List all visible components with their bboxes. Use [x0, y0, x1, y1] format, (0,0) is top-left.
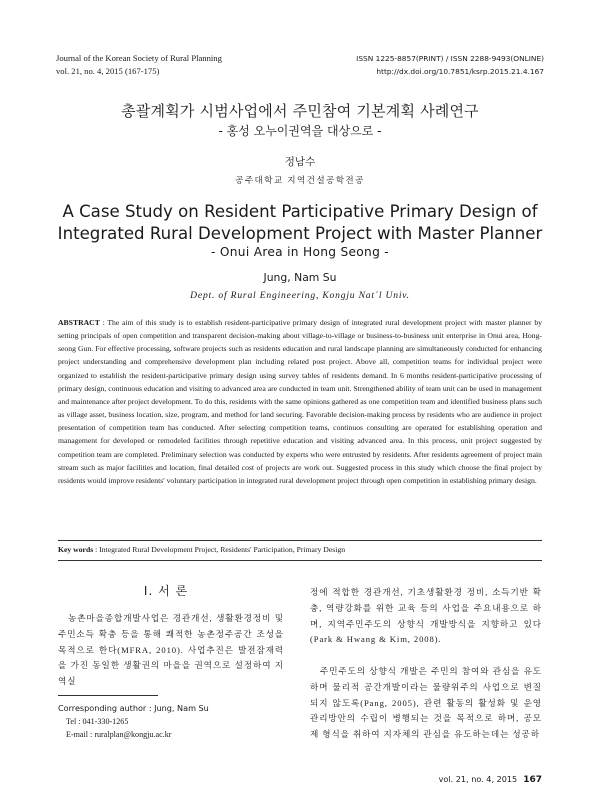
issn: ISSN 1225-8857(PRINT) / ISSN 2288-9493(ONLINE) [356, 54, 544, 63]
corresponding-author: Corresponding author : Jung, Nam Su [58, 703, 209, 713]
intro-paragraph-left: 농촌마을종합개발사업은 경관개선, 생활환경정비 및 주민소득 확충 등을 통해 쾌적한 농촌정주공간 조성을 목적으로 한다(MFRA, 2010). 사업추진은 발전잠재력을 가진 동일한 생활권의 마을을 권역으로 설정하여 지역실 [58, 613, 284, 687]
korean-affiliation: 공주대학교 지역건설공학전공 [235, 175, 365, 185]
intro-paragraph-right-1: 정에 적합한 경관개선, 기초생활환경 정비, 소득기반 확충, 역량강화를 위한 교육 등의 사업을 주요내용으로 하며, 지역주민주도의 상향식 개발방식을 지향하고 있다 (Park & Hwang & Kim, 2008). [310, 587, 542, 645]
page-footer [439, 774, 542, 785]
footnote-rule [58, 695, 158, 696]
english-subtitle: - Onui Area in Hong Seong - [211, 245, 389, 259]
keywords-label: Key words [58, 545, 94, 554]
journal-name: Journal of the Korean Society of Rural Planning [56, 53, 222, 63]
korean-subtitle: - 홍성 오누이권역을 대상으로 - [218, 124, 382, 138]
abstract-label: ABSTRACT [58, 318, 100, 327]
abstract [58, 316, 542, 487]
section-title: I. 서 론 [143, 584, 189, 598]
keywords-rule-top [58, 540, 542, 541]
keywords [58, 545, 542, 554]
english-title-line1: A Case Study on Resident Participative Primary Design of [62, 202, 538, 221]
korean-author: 정남수 [284, 156, 316, 168]
abstract-text: : The aim of this study is to establish resident-participative primary design of integrated rural development project with master planner by setting principals of open competition and transparent decision-making about village-to-village or business-to-business unit enterprise in Onui area, Hong-seong Gun. For effective processing, software projects such as residents education and rural landscape planning are simultaneously conducted for enhancing project understanding and comprehensive development plan including related post project. Above all, competition teams for individual project were organized to establish the resident-participative primary design using survey tables of residents demand. In 6 months resident-participative processing of primary design, continuous education and visiting to advanced area are conducted in team unit. Strengthened ability of team unit can be used in management and maintenance after project development. To do this, residents with the same opinions gathered as one competition team and identified business plans such as village asset, business location, size, program, and method for land securing. Favorable decision-making process by residents who are audience in project presentation of competition team has conducted. After selecting competition teams, continuos consulting are operated for establishing operation and management for developed or remodeled facilities through repetitive education and visiting advanced area. In this process, unit project suggested by competition team are completed. Preliminary selection was conducted by experts who were entrusted by residents. After residents agreement of project main stream such as major facilities and location, final detailed cost of projects are work out. Suggested process in this study which choose the final project by residents would improve residents' voluntary participation in integrated rural development project through open competition in establishing primary design. [58, 318, 543, 485]
page-number: 167 [523, 775, 542, 785]
keywords-text: : Integrated Rural Development Project, Residents' Participation, Primary Design [95, 545, 346, 554]
intro-paragraph-right-2: 주민주도의 상향식 개발은 주민의 참여와 관심을 유도하며 물리적 공간개발이라는 물량위주의 사업으로 변질되지 않도록(Pang, 2005), 관련 활동의 활성화 및 운영관리방안의 수립이 병행되는 것을 목적으로 하며, 공모제 형식을 취하여 지자체의 관심을 유도하는데는 성공하 [310, 666, 542, 740]
journal-volume: vol. 21, no. 4, 2015 (167-175) [56, 66, 160, 76]
footer-volume: vol. 21, no. 4, 2015 [438, 774, 518, 784]
english-title [0, 201, 600, 245]
issn-header [356, 52, 544, 78]
footnote-email[interactable]: E-mail : ruralplan@kongju.ac.kr [66, 730, 172, 739]
footnote-tel: Tel : 041-330-1265 [66, 717, 129, 726]
korean-title: 총괄계획가 시범사업에서 주민참여 기본계획 사례연구 [121, 102, 479, 120]
keywords-rule-bottom [58, 560, 542, 561]
footnote [58, 702, 209, 741]
doi-link[interactable]: http://dx.doi.org/10.7851/ksrp.2015.21.4.167 [376, 67, 544, 76]
english-author: Jung, Nam Su [263, 271, 337, 284]
journal-header [56, 52, 222, 78]
english-title-line2: Integrated Rural Development Project with Master Planner [57, 224, 543, 243]
english-affiliation: Dept. of Rural Engineering, Kongju Nat´l Univ. [190, 290, 410, 301]
